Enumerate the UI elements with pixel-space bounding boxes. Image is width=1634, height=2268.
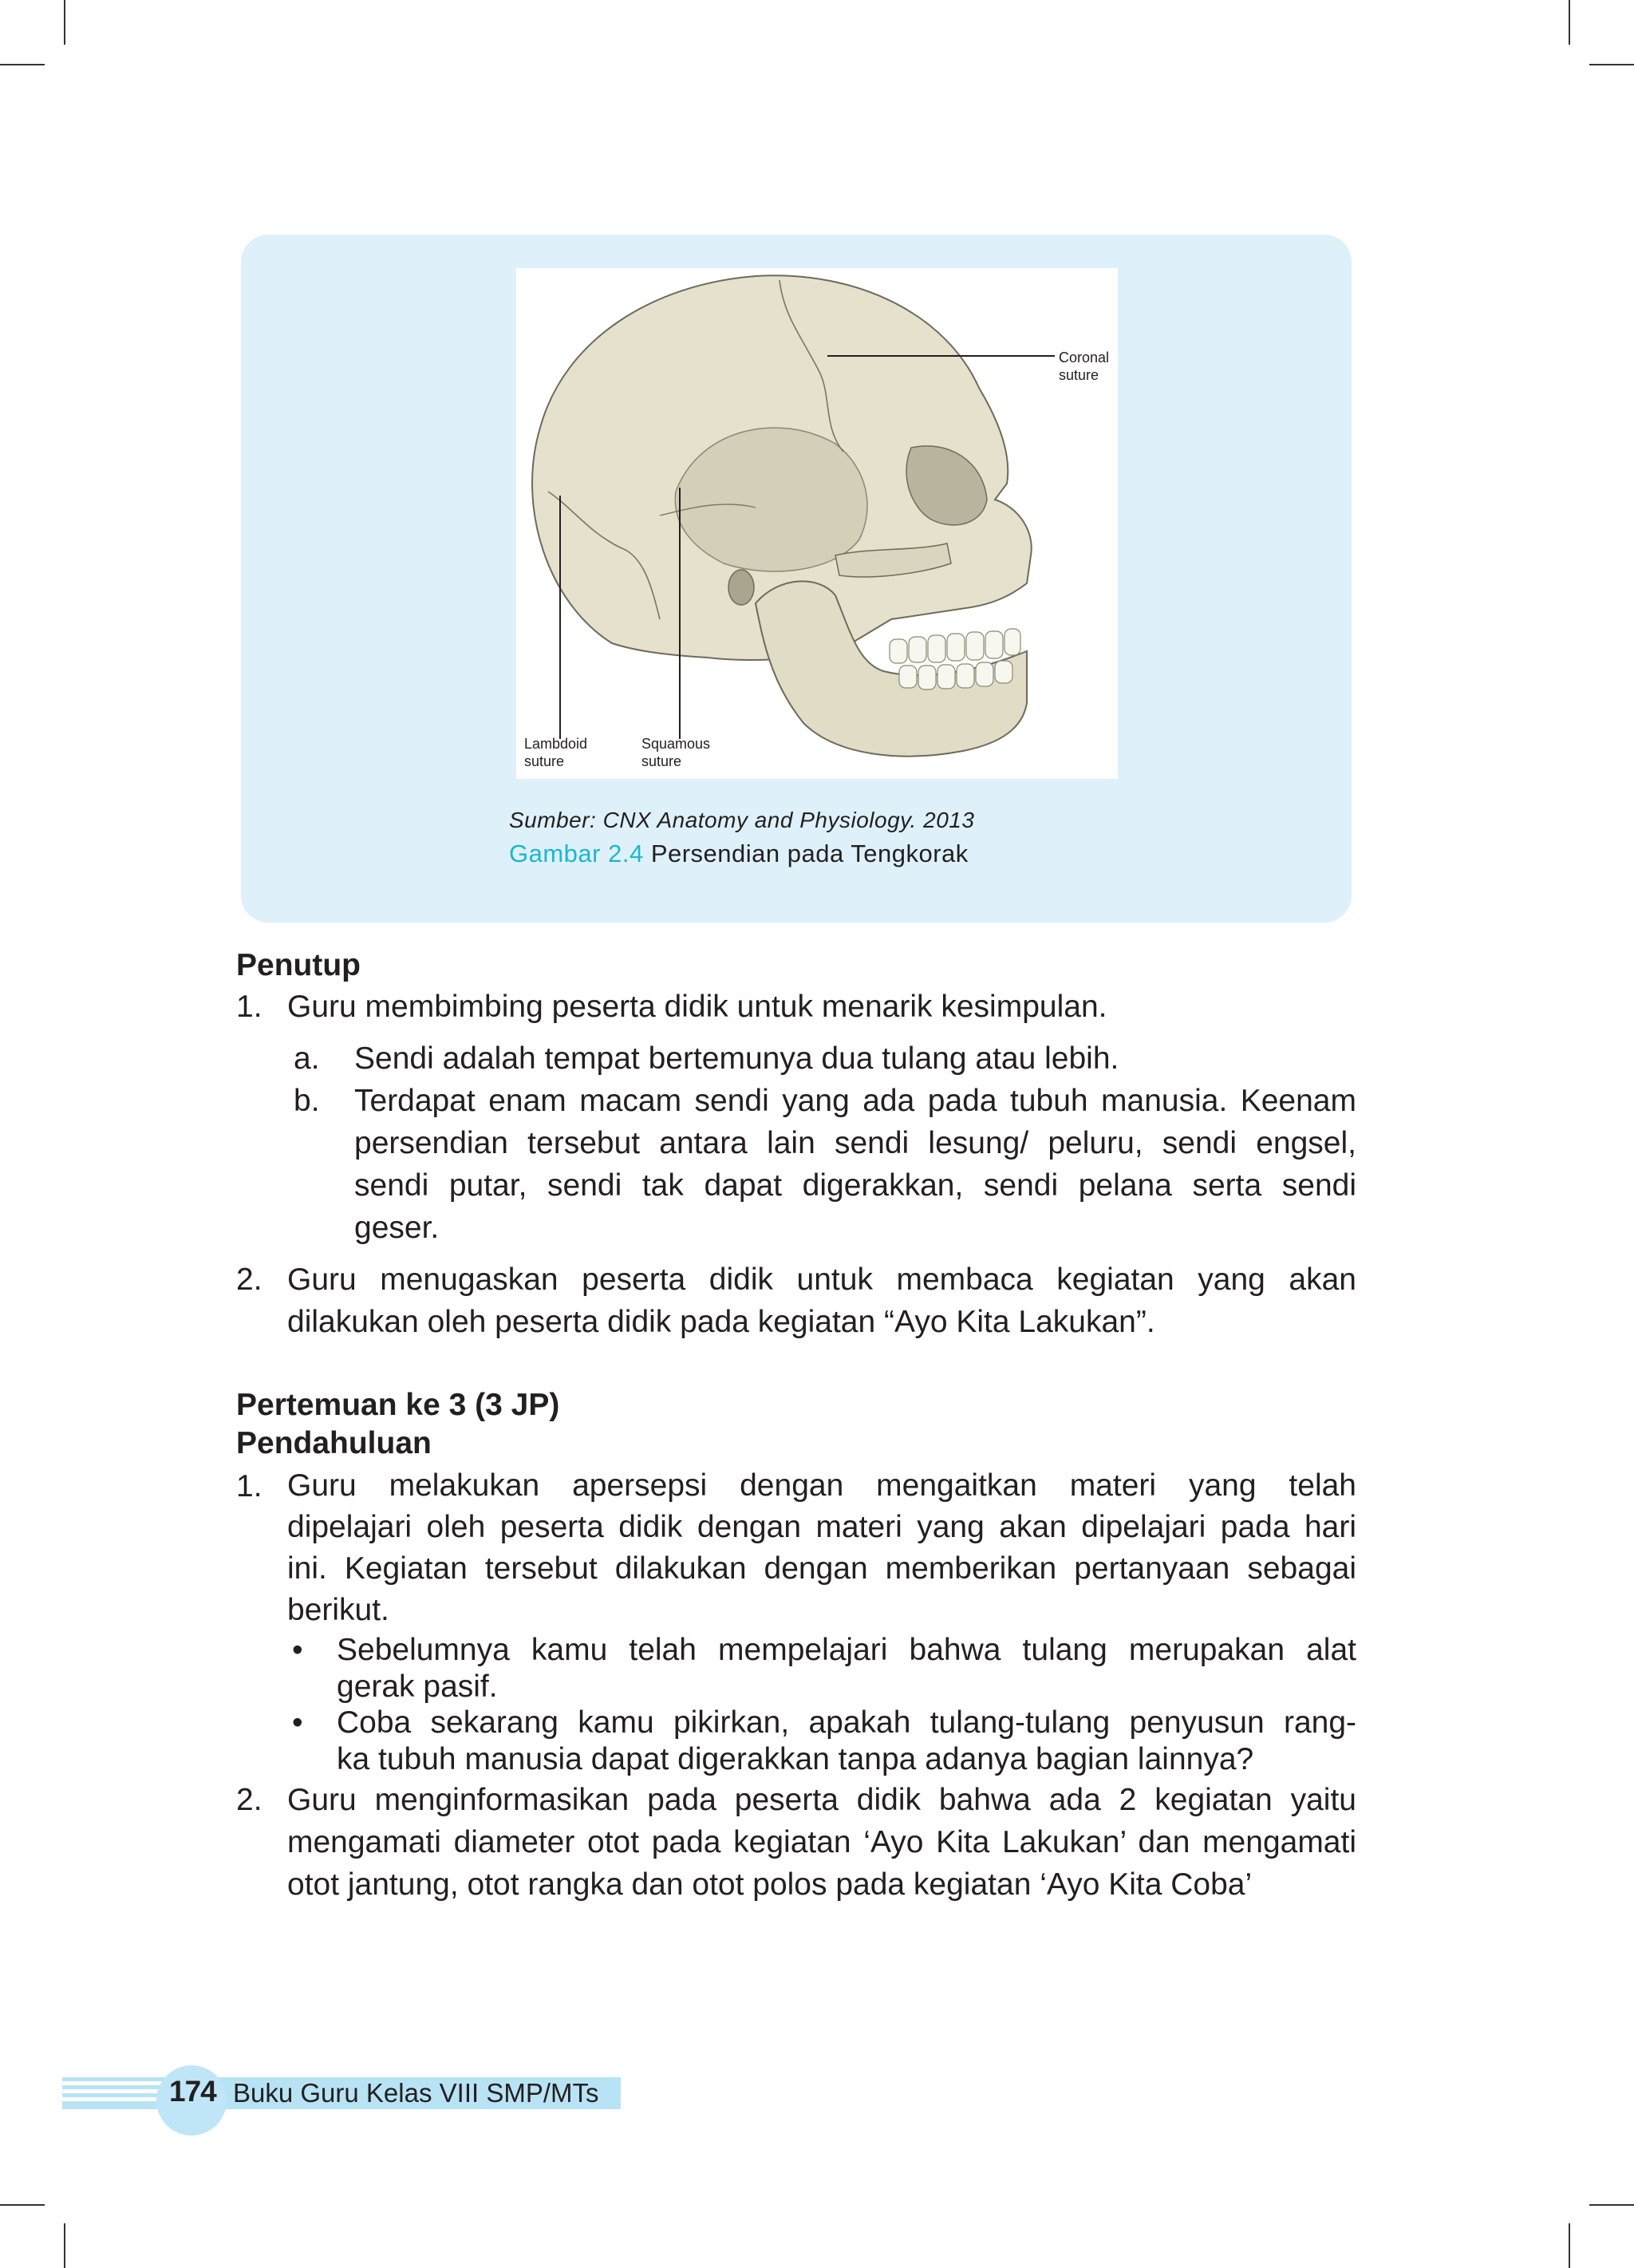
skull-illustration <box>516 268 1118 779</box>
section-heading-penutup: Penutup <box>236 948 361 982</box>
lambdoid-suture-label-line2: suture <box>524 753 565 769</box>
list-number: 2. <box>236 1783 262 1817</box>
text-line: mengamati diameter otot pada kegiatan ‘Ayo Kita Lakukan’ dan mengamati <box>287 1825 1356 1859</box>
squamous-suture-label-line2: suture <box>641 753 682 769</box>
text-line: otot jantung, otot rangka dan otot polos pada kegiatan ‘Ayo Kita Coba’ <box>287 1867 1253 1902</box>
text-line: sendi putar, sendi tak dapat digerakkan, sendi pelana serta sendi <box>354 1168 1356 1203</box>
figure-source: Sumber: CNX Anatomy and Physiology. 2013 <box>509 808 975 832</box>
list-number: 1. <box>236 990 262 1024</box>
sublist-item <box>354 1080 1356 1249</box>
text-line: persendian tersebut antara lain sendi lesung/ peluru, sendi engsel, <box>354 1126 1356 1160</box>
text-line: Terdapat enam macam sendi yang ada pada tubuh manusia. Keenam <box>354 1084 1356 1118</box>
lambdoid-suture-label: Lambdoid <box>524 736 588 752</box>
bullet-item <box>337 1705 1356 1778</box>
text-line: dipelajari oleh peserta didik dengan materi yang akan dipelajari pada hari <box>287 1510 1356 1544</box>
list-item <box>287 1258 1356 1343</box>
crop-mark <box>1569 2223 1570 2268</box>
list-item <box>287 1779 1356 1906</box>
crop-mark <box>1569 0 1570 45</box>
text-line: Sebelumnya kamu telah mempelajari bahwa tulang merupakan alat <box>337 1633 1356 1667</box>
crop-mark <box>1589 2204 1634 2206</box>
crop-mark <box>1589 64 1634 65</box>
text-line: dilakukan oleh peserta didik pada kegiatan “Ayo Kita Lakukan”. <box>287 1305 1155 1339</box>
list-number: 2. <box>236 1262 262 1297</box>
section-heading-pertemuan: Pertemuan ke 3 (3 JP) <box>236 1388 560 1422</box>
bullet-icon: • <box>292 1633 303 1667</box>
text-line: Guru menginformasikan pada peserta didik bahwa ada 2 kegiatan yaitu <box>287 1783 1356 1817</box>
bullet-icon: • <box>292 1705 303 1740</box>
sublist-letter: b. <box>294 1084 320 1118</box>
figure-caption-text: Persendian pada Tengkorak <box>643 840 969 867</box>
squamous-suture-label: Squamous <box>641 736 711 752</box>
coronal-suture-label: Coronal <box>1059 350 1110 365</box>
section-subheading-pendahuluan: Pendahuluan <box>236 1426 432 1460</box>
text-line: Coba sekarang kamu pikirkan, apakah tulang-tulang penyusun rang- <box>337 1705 1356 1740</box>
crop-mark <box>0 2204 45 2206</box>
list-item <box>287 1465 1356 1631</box>
crop-mark <box>64 0 65 45</box>
text-line: gerak pasif. <box>337 1669 498 1704</box>
list-number: 1. <box>236 1469 262 1503</box>
footer-book-title: Buku Guru Kelas VIII SMP/MTs <box>233 2078 599 2108</box>
bullet-item <box>337 1632 1356 1705</box>
page-number: 174 <box>169 2075 216 2108</box>
text-line: Guru menugaskan peserta didik untuk membaca kegiatan yang akan <box>287 1262 1356 1297</box>
text-line: berikut. <box>287 1593 389 1627</box>
figure-number: Gambar 2.4 <box>509 840 644 867</box>
crop-mark <box>0 64 45 65</box>
text-line: ka tubuh manusia dapat digerakkan tanpa adanya bagian lainnya? <box>337 1742 1254 1776</box>
text-line: ini. Kegiatan tersebut dilakukan dengan memberikan pertanyaan sebagai <box>287 1551 1356 1586</box>
sublist-letter: a. <box>294 1041 320 1076</box>
text-line: Guru melakukan apersepsi dengan mengaitkan materi yang telah <box>287 1468 1356 1503</box>
figure-caption <box>509 840 969 868</box>
crop-mark <box>64 2223 65 2268</box>
coronal-suture-label-line2: suture <box>1059 367 1099 383</box>
list-item: Guru membimbing peserta didik untuk menarik kesimpulan. <box>287 990 1107 1024</box>
sublist-item: Sendi adalah tempat bertemunya dua tulang atau lebih. <box>354 1041 1119 1076</box>
text-line: geser. <box>354 1211 440 1245</box>
